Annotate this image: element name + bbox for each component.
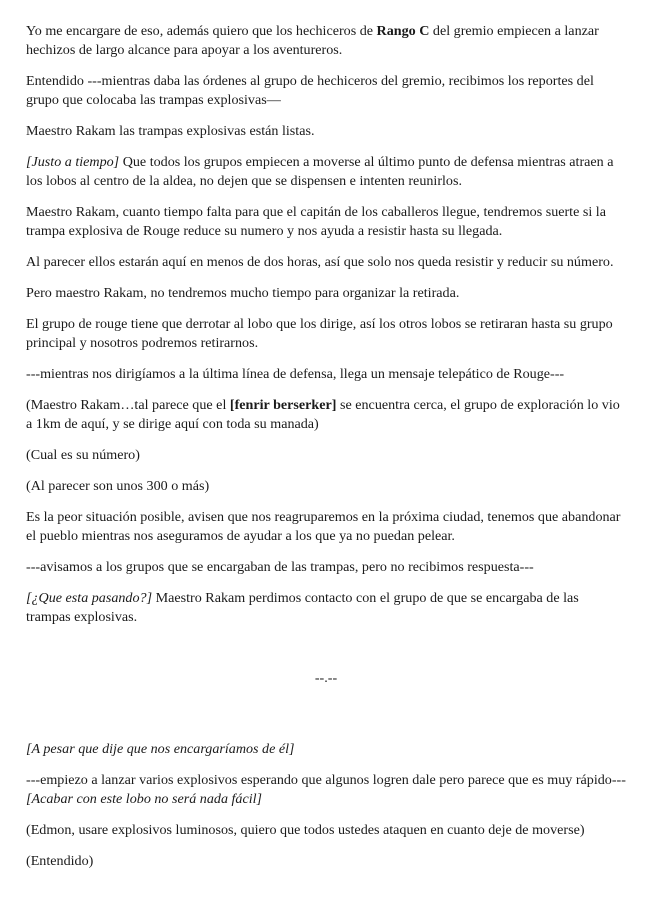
document-page — [26, 22, 626, 883]
paragraph-5: Maestro Rakam, cuanto tiempo falta para que el capitán de los caballeros llegue, tendremos suerte si la trampa explosiva de Rouge reduce su numero y nos ayuda a resistir hasta su llegada. — [26, 204, 606, 239]
rank-c-text: Rango C — [376, 23, 430, 39]
paragraph-1: Yo me encargare de eso, además quiero que los hechiceros de Rango C del gremio empiecen a lanzar hechizos de largo alcance para apoyar a los aventureros. — [26, 23, 599, 58]
paragraph-8: El grupo de rouge tiene que derrotar al lobo que los dirige, así los otros lobos se retiraran hasta su grupo principal y nosotros podremos retirarnos. — [26, 316, 613, 351]
paragraph-2: Entendido ---mientras daba las órdenes al grupo de hechiceros del gremio, recibimos los reportes del grupo que colocaba las trampas explosivas— — [26, 73, 594, 108]
paragraph-14: ---avisamos a los grupos que se encargaban de las trampas, pero no recibimos respuesta--- — [26, 559, 534, 575]
paragraph-9: ---mientras nos dirigíamos a la última línea de defensa, llega un mensaje telepático de Rouge--- — [26, 366, 565, 382]
paragraph-6: Al parecer ellos estarán aquí en menos de dos horas, así que solo nos queda resistir y reducir su número. — [26, 254, 614, 270]
thought-what-is-happening: [¿Que esta pasando?] — [26, 590, 153, 606]
paragraph-12: (Al parecer son unos 300 o más) — [26, 478, 210, 494]
paragraph-13: Es la peor situación posible, avisen que nos reagruparemos en la próxima ciudad, tenemos que abandonar el pueblo mientras nos aseguramos de ayudar a los que ya no puedan pelear. — [26, 509, 621, 544]
thought-despite: [A pesar que dije que nos encargaríamos de él] — [26, 741, 295, 757]
paragraph-10: (Maestro Rakam…tal parece que el [fenrir berserker] se encuentra cerca, el grupo de exploración lo vio a 1km de aquí, y se dirige aquí con toda su manada) — [26, 397, 620, 432]
paragraph-7: Pero maestro Rakam, no tendremos mucho tiempo para organizar la retirada. — [26, 285, 460, 301]
fenrir-berserker-text: [fenrir berserker] — [229, 397, 337, 413]
paragraph-3: Maestro Rakam las trampas explosivas están listas. — [26, 123, 315, 139]
thought-not-easy: [Acabar con este lobo no será nada fácil] — [26, 791, 263, 807]
paragraph-18: (Edmon, usare explosivos luminosos, quiero que todos ustedes ataquen en cuanto deje de moverse) — [26, 822, 585, 838]
paragraph-4: [Justo a tiempo] Que todos los grupos empiecen a moverse al último punto de defensa mientras atraen a los lobos al centro de la aldea, no dejen que se dispensen e intenten reunirlos. — [26, 154, 614, 189]
paragraph-15: [¿Que esta pasando?] Maestro Rakam perdimos contacto con el grupo de que se encargaba de las trampas explosivas. — [26, 590, 579, 625]
paragraph-11: (Cual es su número) — [26, 447, 140, 463]
paragraph-16 — [26, 740, 626, 759]
paragraph-19: (Entendido) — [26, 853, 94, 869]
scene-separator: --.-- — [314, 670, 338, 686]
thought-just-in-time: [Justo a tiempo] — [26, 154, 120, 170]
paragraph-17: ---empiezo a lanzar varios explosivos esperando que algunos logren dale pero parece que es muy rápido--- [Acabar con este lobo no será nada fácil] — [26, 772, 626, 807]
